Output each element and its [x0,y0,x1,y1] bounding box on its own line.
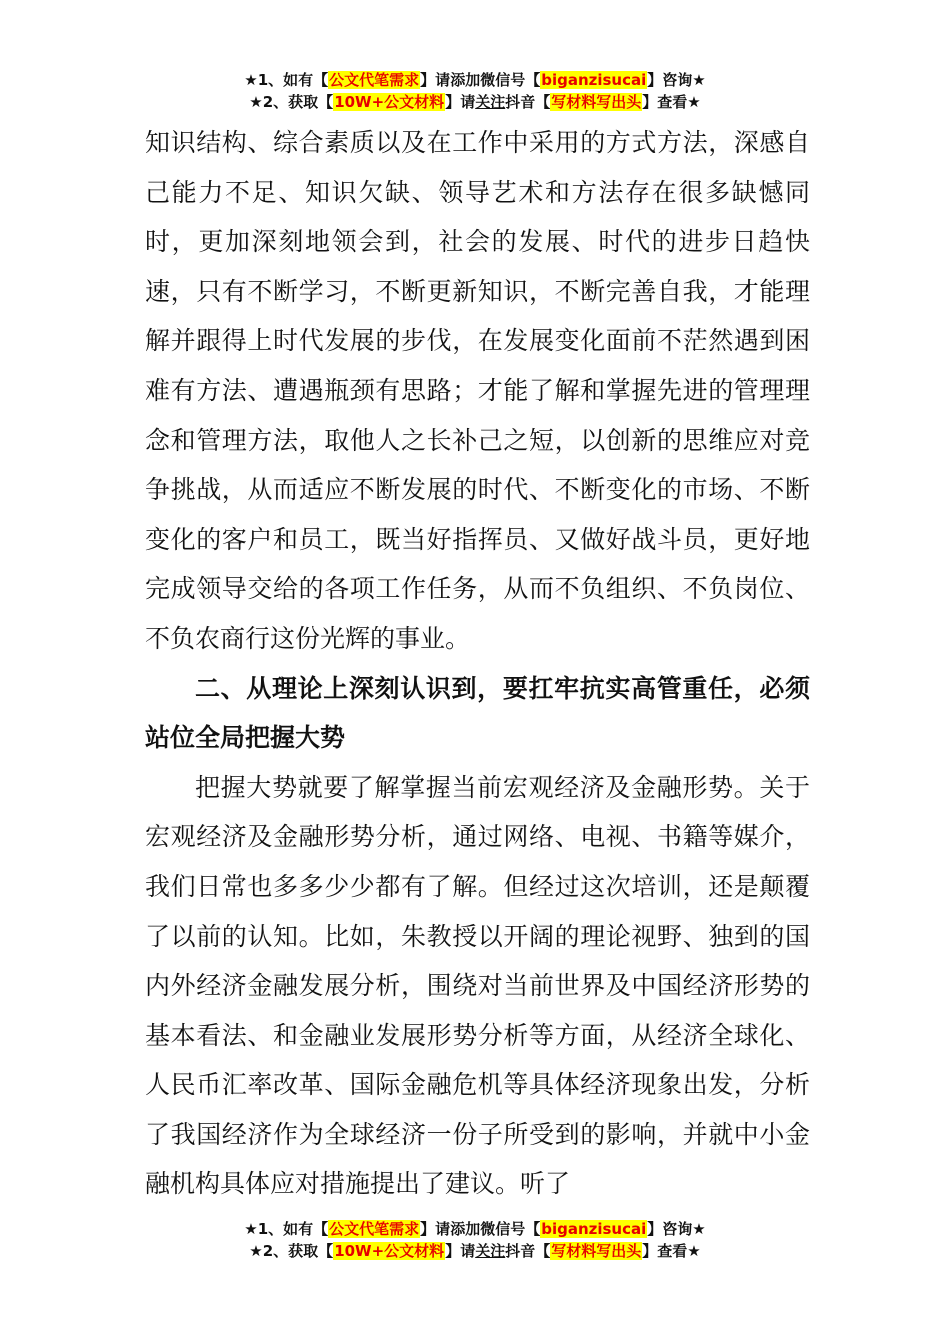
banner-line-1 [0,1218,950,1240]
star-icon: ★ [244,1220,258,1238]
banner-text: 微信号【 [480,71,541,89]
paragraph: 把握大势就要了解掌握当前宏观经济及金融形势。关于宏观经济及金融形势分析，通过网络、电视、书籍等媒介，我们日常也多多少少都有了解。但经过这次培训，还是颠覆了以前的认知。比如，朱教授以开阔的理论视野、独到的国内外经济金融发展分析，围绕对当前世界及中国经济形势的基本看法、和金融业发展形势分析等方面，从经济全球化、人民币汇率改革、国际金融危机等具体经济现象出发，分析了我国经济作为全球经济一份子所受到的影响，并就中小金融机构具体应对措施提出了建议。听了 [145,772,810,1199]
star-icon: ★ [244,71,258,89]
highlight-materials: 10W+公文材料 [334,93,445,111]
banner-text: 】请 [420,1220,451,1238]
banner-text: 】咨询★ [647,71,706,89]
banner-text: 】请 [445,93,476,111]
banner-text: 微信号【 [480,1220,541,1238]
banner-text-emphasis: 关注 [475,93,506,111]
banner-text: 1、如有【 [257,71,329,89]
banner-text-emphasis: 添加 [450,71,481,89]
banner-text: 2、获取【 [262,93,334,111]
highlight-douyin-id: 写材料写出头 [551,93,642,111]
banner-text: 】查看★ [642,93,701,111]
highlight-service: 公文代笔需求 [329,71,420,89]
header-banner [0,69,950,113]
highlight-wechat-id: biganzisucai [541,71,647,89]
banner-text: 】请 [445,1242,476,1260]
banner-text: 1、如有【 [257,1220,329,1238]
banner-text: 抖音【 [505,93,551,111]
banner-text: 】咨询★ [647,1220,706,1238]
banner-line-2 [0,1240,950,1262]
highlight-douyin-id: 写材料写出头 [551,1242,642,1260]
section-heading: 二、从理论上深刻认识到，要扛牢抗实高管重任，必须站位全局把握大势 [145,673,810,753]
document-body [145,118,810,1209]
banner-text-emphasis: 关注 [475,1242,506,1260]
highlight-service: 公文代笔需求 [329,1220,420,1238]
paragraph-continued: 知识结构、综合素质以及在工作中采用的方式方法，深感自己能力不足、知识欠缺、领导艺术和方法存在很多缺憾同时，更加深刻地领会到，社会的发展、时代的进步日趋快速，只有不断学习，不断更新知识，不断完善自我，才能理解并跟得上时代发展的步伐，在发展变化面前不茫然遇到困难有方法、遭遇瓶颈有思路；才能了解和掌握先进的管理理念和管理方法，取他人之长补己之短，以创新的思维应对竞争挑战，从而适应不断发展的时代、不断变化的市场、不断变化的客户和员工，既当好指挥员、又做好战斗员，更好地完成领导交给的各项工作任务，从而不负组织、不负岗位、不负农商行这份光辉的事业。 [145,128,810,653]
highlight-materials: 10W+公文材料 [334,1242,445,1260]
star-icon: ★ [249,93,263,111]
highlight-wechat-id: biganzisucai [541,1220,647,1238]
banner-text: 】请 [420,71,451,89]
banner-line-1 [0,69,950,91]
footer-banner [0,1218,950,1262]
banner-text: 2、获取【 [262,1242,334,1260]
banner-text: 抖音【 [505,1242,551,1260]
banner-line-2 [0,91,950,113]
banner-text: 】查看★ [642,1242,701,1260]
banner-text-emphasis: 添加 [450,1220,481,1238]
star-icon: ★ [249,1242,263,1260]
